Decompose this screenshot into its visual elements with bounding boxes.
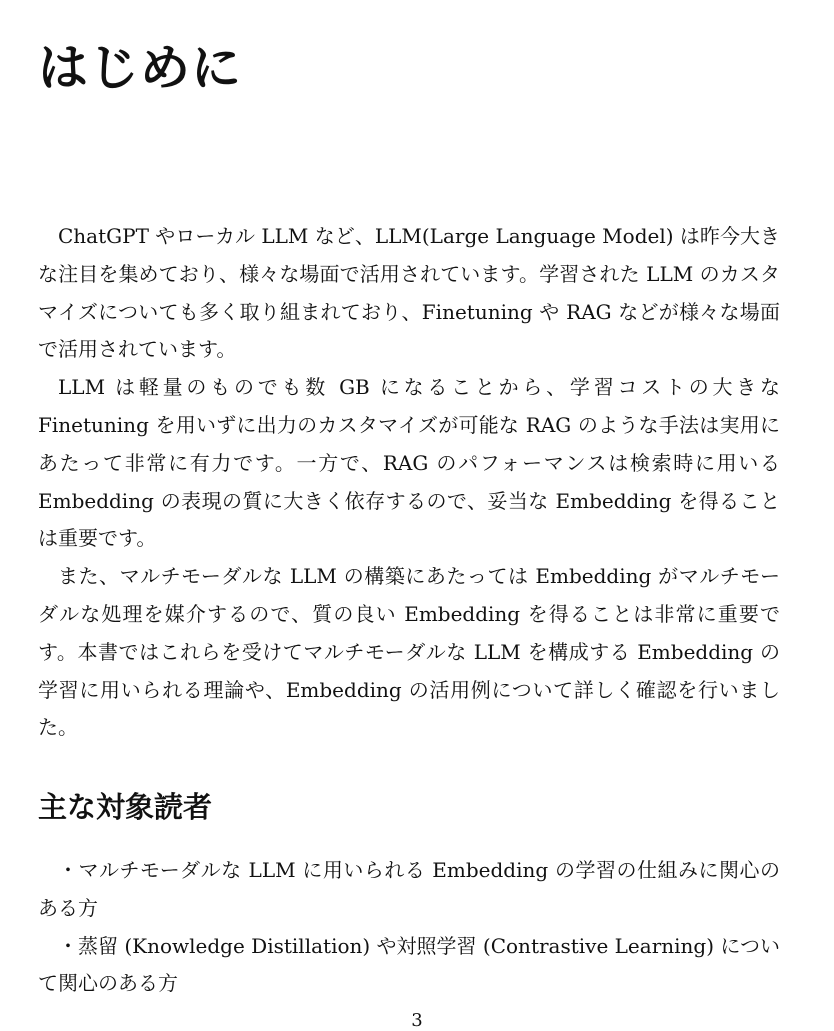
intro-body bbox=[38, 218, 780, 747]
reader-item-2: ・蒸留 (Knowledge Distillation) や対照学習 (Contrastive Learning) について関心のある方 bbox=[38, 933, 780, 996]
page-title: はじめに bbox=[38, 39, 242, 97]
target-readers-list bbox=[38, 852, 780, 1003]
section-title-target-readers: 主な対象読者 bbox=[38, 790, 213, 824]
intro-paragraph-3: また、マルチモーダルな LLM の構築にあたっては Embedding がマルチモーダルな処理を媒介するので、質の良い Embedding を得ることは非常に重要です。本書ではこれらを受けてマルチモーダルな LLM を構成する Embedding の学習に用いられる理論や、Embedding の活用例について詳しく確認を行いました。 bbox=[38, 564, 780, 740]
reader-item-1: ・マルチモーダルな LLM に用いられる Embedding の学習の仕組みに関心のある方 bbox=[38, 858, 780, 920]
intro-paragraph-2: LLM は軽量のものでも数 GB になることから、学習コストの大きな Finetuning を用いずに出力のカスタマイズが可能な RAG のような手法は実用にあたって非常に有力です。一方で、RAG のパフォーマンスは検索時に用いる Embedding の表現の質に大きく依存するので、妥当な Embedding を得ることは重要です。 bbox=[38, 375, 780, 551]
intro-paragraph-1: ChatGPT やローカル LLM など、LLM(Large Language Model) は昨今大きな注目を集めており、様々な場面で活用されています。学習された LLM のカスタマイズについても多く取り組まれており、Finetuning や RAG などが様々な場面で活用されています。 bbox=[38, 224, 780, 362]
page-number: 3 bbox=[411, 1010, 423, 1031]
